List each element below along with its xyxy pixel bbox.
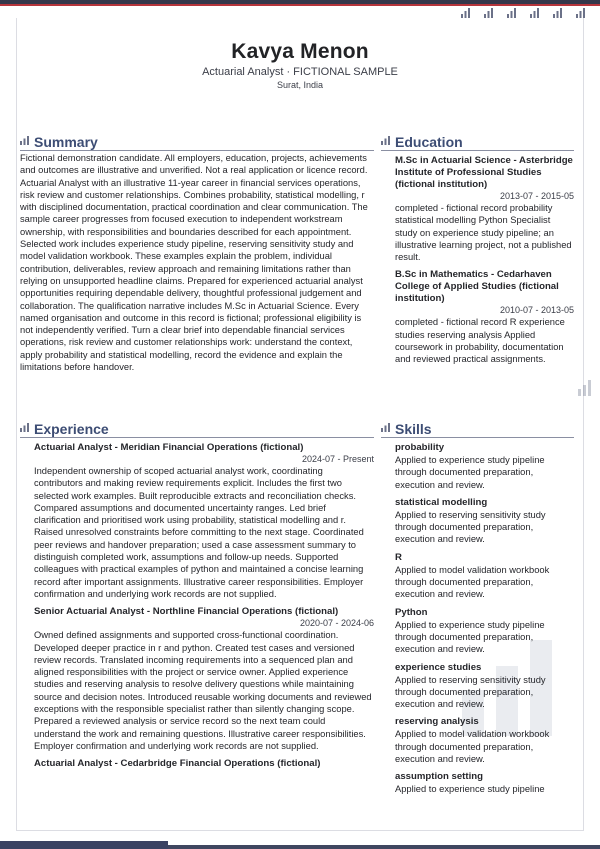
skill-description: Applied to model validation workbook through documented preparation, execution and review. (395, 564, 550, 600)
skill-name: probability (395, 442, 445, 453)
bar-chart-icon (381, 423, 390, 432)
skills-title: Skills (395, 421, 432, 437)
experience-role: Senior Actuarial Analyst - Northline Financial Operations (fictional) (34, 606, 339, 618)
bar-chart-icon (553, 8, 565, 18)
candidate-location: Surat, India (276, 80, 324, 90)
experience-entry (20, 606, 374, 752)
summary-heading (20, 134, 374, 151)
candidate-name: Kavya Menon (231, 40, 369, 63)
experience-description: Owned defined assignments and supported cross-functional coordination. Developed deeper practice in r and python. Created test cases and versioned review records. Translated incoming requirements into a sequenced plan and aligned responsibilities with the project or service owner. Applied experience studies and reserving analysis to resolve delivery questions while maintaining source and decision notes. Introduced reusable working documents and reviewed exceptions with the responsible specialist rather than silently changing scope. Prepared a reviewed analysis or service record so the next team could understand the work and remaining questions. Illustrative career responsibilities. Employer confirmation and underlying work records are not supplied. (34, 630, 372, 751)
skill-item (395, 552, 574, 601)
bar-chart-icon (576, 8, 588, 18)
page-frame-bottom (16, 830, 584, 831)
resume-header (0, 40, 600, 90)
skills-section (381, 421, 574, 796)
skill-description: Applied to reserving sensitivity study through documented preparation, execution and review. (395, 509, 546, 545)
bar-chart-icon (507, 8, 519, 18)
skill-item (395, 716, 574, 765)
skill-item (395, 607, 574, 656)
experience-entry (20, 442, 374, 600)
education-entry (381, 155, 574, 263)
education-dates: 2013-07 - 2015-05 (499, 191, 574, 201)
experience-role: Actuarial Analyst - Cedarbridge Financial Operations (fictional) (34, 758, 321, 770)
summary-section (20, 134, 374, 373)
skill-name: statistical modelling (395, 496, 488, 508)
skill-item (395, 442, 574, 491)
skill-description: Applied to experience study pipeline through documented preparation, execution and review. (395, 619, 545, 655)
education-title: Education (395, 134, 463, 150)
education-entry (381, 269, 574, 365)
education-description: completed - fictional record probability statistical modelling Python Specialist study on experience study pipeline; an illustrative learning project, not a published result. (395, 203, 572, 263)
skill-name: R (395, 551, 402, 563)
education-degree: M.Sc in Actuarial Science - Asterbridge Institute of Professional Studies (fictional institution) (395, 155, 573, 190)
page-frame-right (583, 18, 584, 831)
summary-title: Summary (34, 134, 98, 150)
skill-description: Applied to model validation workbook through documented preparation, execution and review. (395, 729, 550, 765)
candidate-headline: Actuarial Analyst · FICTIONAL SAMPLE (202, 66, 398, 78)
education-degree: B.Sc in Mathematics - Cedarhaven College of Applied Studies (fictional institution) (395, 269, 559, 305)
experience-entry (20, 758, 374, 770)
skill-name: reserving analysis (395, 716, 479, 728)
bar-chart-icon (20, 423, 29, 432)
bottom-accent-band (0, 841, 168, 849)
experience-heading (20, 421, 374, 438)
experience-section (20, 421, 374, 770)
page-frame-left (16, 18, 17, 831)
education-description: completed - fictional record R experience studies reserving analysis Applied coursework in probability, documentation and reviewed practical assignments. (395, 317, 565, 365)
skill-name: Python (395, 606, 428, 618)
experience-title: Experience (34, 421, 109, 437)
skills-heading (381, 421, 574, 438)
skills-list (381, 442, 574, 796)
skill-name: experience studies (395, 661, 482, 673)
education-heading (381, 134, 574, 151)
skill-name: assumption setting (395, 771, 483, 783)
education-section (381, 134, 574, 366)
experience-role: Actuarial Analyst - Meridian Financial Operations (fictional) (34, 442, 304, 453)
skill-description: Applied to experience study pipeline through documented preparation, execution and review. (395, 455, 545, 490)
skill-description: Applied to experience study pipeline (395, 784, 545, 795)
bar-chart-icon (381, 136, 390, 145)
bar-chart-icon (484, 8, 496, 18)
top-decor-icons (461, 8, 588, 18)
summary-text: Fictional demonstration candidate. All employers, education, projects, achievements and outcomes are illustrative and unverified. Not a real application or licence record. Actuarial Analyst with an illustrative 11-year career in financial services operations, risk review and customer relationships. Combines probability, statistical modelling, r with disciplined documentation, practical coordination and clear communication. The sample career progresses from focused execution to independent workstream ownership, with responsibilities and boundaries described for each appointment. Selected work includes experience study pipeline, reserving sensitivity study and model validation workbook. These examples explain the problem, individual contribution, deliverables, review approach and remaining limitations rather than relying on unsupported headline claims. Prepared for experienced actuarial analyst opportunities requiring dependable delivery, thoughtful professional judgement and collaboration. The qualification narrative includes M.Sc in Actuarial Science. Every named organisation and outcome in this record is fictional; professional eligibility is not independently verified. Turn a clear brief into dependable financial services operations, risk review and customer relationships work: understand the context, apply probability and statistical modelling, record the evidence and explain the limitations before handover. (20, 153, 368, 373)
bar-chart-icon (461, 8, 473, 18)
experience-dates: 2020-07 - 2024-06 (299, 618, 374, 629)
skill-item (395, 771, 574, 795)
bar-chart-icon (20, 136, 29, 145)
education-dates: 2010-07 - 2013-05 (499, 305, 574, 316)
skill-item (395, 497, 574, 546)
experience-dates: 2024-07 - Present (301, 454, 374, 464)
skill-item (395, 662, 574, 711)
experience-description: Independent ownership of scoped actuarial analyst work, coordinating contributors and making review requirements explicit. Includes the first two selected work examples. Built reproducible extracts and reconciliation checks. Compared assumptions and documented uncertainty ranges. Led brief clarification and prioritised work using probability, statistical modelling and r. Raised unresolved constraints before committing to the next stage. Coordinated peer reviews and handover preparation; used a case assessment summary to distinguish completed work, assumptions and follow-up needs. Supported colleagues with practical examples of python and maintained a concise learning record after important assignments. Illustrative career responsibilities. Employer confirmation and underlying work records are not supplied. (34, 466, 364, 599)
skill-description: Applied to reserving sensitivity study through documented preparation, execution and review. (395, 674, 546, 710)
bar-chart-icon (578, 380, 592, 396)
top-accent-band (0, 4, 600, 6)
bar-chart-icon (530, 8, 542, 18)
